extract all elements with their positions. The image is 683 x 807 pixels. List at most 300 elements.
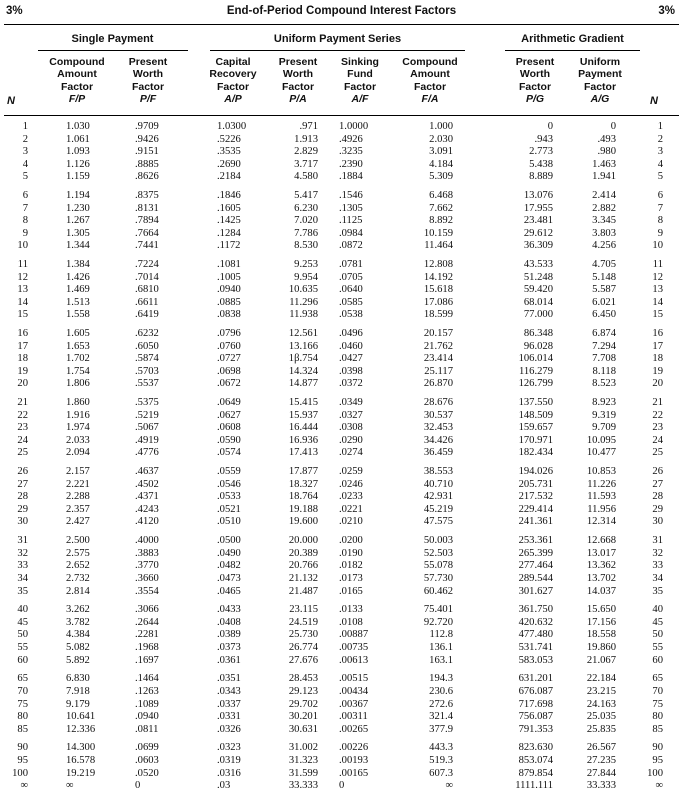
factor-cell-fa: 32.453 bbox=[423, 422, 453, 434]
factor-cell-pg: 531.741 bbox=[518, 642, 553, 653]
factor-cell-ap: .0326 bbox=[217, 723, 241, 735]
n-header-right: N bbox=[650, 95, 658, 107]
factor-cell-fa: 1.000 bbox=[429, 121, 453, 132]
factor-cell-fa: 45.219 bbox=[423, 503, 453, 515]
factor-cell-af: .0173 bbox=[339, 572, 363, 584]
factor-cell-ag: 9.709 bbox=[592, 422, 616, 434]
period-n-right: 90 bbox=[652, 742, 663, 754]
factor-cell-pf: .9426 bbox=[135, 133, 159, 145]
factor-cell-pg: 86.348 bbox=[523, 328, 553, 340]
factor-cell-ap: .0331 bbox=[217, 711, 241, 723]
period-n: 3 bbox=[22, 146, 28, 158]
period-n-right: 19 bbox=[652, 365, 663, 377]
column-header-pa-l2: Worth bbox=[282, 68, 314, 81]
factor-cell-af: .0327 bbox=[339, 409, 363, 421]
factor-cell-fp: 5.082 bbox=[66, 642, 90, 653]
factor-cell-pf: .0520 bbox=[135, 767, 159, 779]
factor-cell-ag: 25.035 bbox=[586, 711, 616, 723]
factor-cell-pg: 717.698 bbox=[518, 698, 553, 710]
factor-cell-fa: 12.808 bbox=[423, 259, 453, 271]
factor-cell-pf: .3660 bbox=[135, 572, 159, 584]
factor-cell-pg: 229.414 bbox=[518, 503, 553, 515]
factor-cell-af: .0372 bbox=[339, 378, 363, 390]
factor-cell-pf: .6232 bbox=[135, 328, 159, 340]
factor-cell-af: .00887 bbox=[339, 629, 369, 641]
factor-cell-ag: 8.923 bbox=[592, 397, 616, 409]
factor-cell-pg: 36.309 bbox=[523, 240, 553, 252]
factor-cell-pg: 51.248 bbox=[523, 271, 553, 283]
factor-cell-ag: 11.956 bbox=[587, 503, 616, 515]
column-header-ag-l1: Uniform bbox=[579, 56, 621, 68]
factor-cell-fa: 26.870 bbox=[423, 378, 453, 390]
factor-cell-fp: 1.384 bbox=[66, 259, 90, 271]
factor-cell-fp: 3.782 bbox=[66, 616, 90, 628]
factor-cell-pa: 19.188 bbox=[288, 503, 318, 515]
factor-cell-pa: 19.600 bbox=[288, 516, 318, 528]
factor-cell-fp: 1.344 bbox=[66, 240, 90, 252]
factor-cell-af: .00165 bbox=[339, 767, 369, 779]
factor-cell-pf: .6611 bbox=[135, 296, 159, 308]
period-n: 45 bbox=[17, 616, 28, 628]
factor-cell-ap: .2184 bbox=[217, 171, 241, 183]
factor-cell-af: .00367 bbox=[339, 698, 369, 710]
column-header-ag bbox=[562, 56, 638, 105]
column-header-af-sym: A/F bbox=[351, 92, 369, 105]
factor-cell-pa: 24.519 bbox=[288, 616, 318, 628]
factor-cell-af: .00226 bbox=[339, 742, 369, 754]
factor-cell-ag: 18.558 bbox=[586, 629, 616, 641]
period-n-right: 85 bbox=[652, 723, 663, 735]
period-n: 16 bbox=[17, 328, 28, 340]
factor-cell-ap: .0389 bbox=[217, 629, 241, 641]
factor-cell-pa: 10.635 bbox=[288, 284, 318, 296]
factor-cell-af: 0 bbox=[339, 780, 345, 792]
factor-cell-af: .1305 bbox=[339, 202, 363, 214]
period-n: 70 bbox=[17, 685, 28, 697]
factor-cell-pg: 126.799 bbox=[518, 378, 553, 390]
period-n: 90 bbox=[17, 742, 28, 754]
period-n-right: 1 bbox=[657, 121, 663, 132]
factor-cell-pg: 170.971 bbox=[518, 434, 553, 446]
factor-cell-pg: 8.889 bbox=[529, 171, 553, 183]
factor-cell-fa: 25.117 bbox=[424, 365, 453, 377]
factor-cell-ag: 11.593 bbox=[587, 491, 616, 503]
factor-cell-fa: 7.662 bbox=[429, 202, 453, 214]
factor-cell-af: .0133 bbox=[339, 604, 363, 616]
column-header-pa-sym: P/A bbox=[289, 92, 307, 105]
factor-cell-ap: .0408 bbox=[217, 616, 241, 628]
period-n-right: 25 bbox=[652, 447, 663, 459]
factor-cell-pa: 8.530 bbox=[294, 240, 318, 252]
period-n-right: ∞ bbox=[655, 780, 663, 792]
factor-cell-pg: 301.627 bbox=[518, 585, 553, 597]
factor-cell-ap: .1005 bbox=[217, 271, 241, 283]
factor-cell-pf: .3883 bbox=[135, 547, 159, 559]
factor-cell-ag: 6.450 bbox=[592, 309, 616, 321]
factor-cell-pf: 0 bbox=[135, 780, 141, 792]
factor-cell-af: .0398 bbox=[339, 365, 363, 377]
factor-cell-pf: .5537 bbox=[135, 378, 159, 390]
factor-cell-fp: 1.513 bbox=[66, 296, 90, 308]
factor-cell-ap: .0510 bbox=[217, 516, 241, 528]
factor-cell-fp: 1.605 bbox=[66, 328, 90, 340]
column-header-fa-l2: Amount bbox=[410, 68, 450, 81]
factor-cell-ag: 12.668 bbox=[586, 535, 616, 547]
factor-cell-af: .2390 bbox=[339, 158, 363, 170]
column-header-fp-sym: F/P bbox=[68, 92, 86, 105]
factor-cell-pf: .9151 bbox=[135, 146, 159, 158]
factor-cell-pf: .0940 bbox=[135, 711, 159, 723]
factor-cell-fp: 5.892 bbox=[66, 654, 90, 666]
factor-cell-fa: 607.3 bbox=[429, 767, 453, 779]
period-n-right: 33 bbox=[652, 560, 663, 572]
factor-cell-pf: .4637 bbox=[135, 466, 159, 478]
factor-cell-ap: .0940 bbox=[217, 284, 241, 296]
factor-cell-fp: 1.194 bbox=[66, 190, 90, 202]
factor-cell-ag: 1.941 bbox=[592, 171, 616, 183]
period-n: 29 bbox=[17, 503, 28, 515]
factor-cell-ap: .0373 bbox=[217, 642, 241, 653]
factor-cell-ag: 27.235 bbox=[586, 755, 616, 766]
factor-cell-pa: 1β.754 bbox=[288, 353, 318, 365]
period-n-right: 4 bbox=[657, 158, 663, 170]
period-n: 95 bbox=[17, 755, 28, 766]
factor-cell-pg: 277.464 bbox=[518, 560, 553, 572]
column-header-fp-l3: Factor bbox=[60, 80, 94, 93]
factor-cell-pa: 7.786 bbox=[294, 227, 318, 239]
factor-cell-ag: 2.414 bbox=[592, 190, 616, 202]
factor-cell-pf: .8626 bbox=[135, 171, 159, 183]
factor-cell-af: .0190 bbox=[339, 547, 363, 559]
factor-cell-pa: 31.323 bbox=[288, 755, 318, 766]
factor-cell-fp: 1.159 bbox=[66, 171, 90, 183]
factor-cell-ap: .0627 bbox=[217, 409, 241, 421]
factor-cell-fa: 92.720 bbox=[423, 616, 453, 628]
factor-cell-pf: .1263 bbox=[135, 685, 159, 697]
factor-cell-ap: .1425 bbox=[217, 215, 241, 227]
factor-cell-pf: .0699 bbox=[135, 742, 159, 754]
factor-cell-pg: 791.353 bbox=[518, 723, 553, 735]
column-header-pa-l1: Present bbox=[278, 56, 318, 68]
factor-cell-fa: 18.599 bbox=[423, 309, 453, 321]
factor-cell-ap: .1172 bbox=[217, 240, 241, 252]
factor-cell-ap: .0316 bbox=[217, 767, 241, 779]
factor-cell-fa: 30.537 bbox=[423, 409, 453, 421]
factor-cell-pa: 9.954 bbox=[294, 271, 318, 283]
factor-cell-ap: .0698 bbox=[217, 365, 241, 377]
factor-cell-fp: 2.575 bbox=[66, 547, 90, 559]
factor-cell-ag: 12.314 bbox=[586, 516, 616, 528]
period-n-right: 12 bbox=[652, 271, 663, 283]
factor-cell-fa: 321.4 bbox=[429, 711, 453, 723]
factor-cell-ap: .0885 bbox=[217, 296, 241, 308]
factor-cell-pg: 68.014 bbox=[523, 296, 553, 308]
period-n: 2 bbox=[22, 133, 28, 145]
factor-cell-ap: .1284 bbox=[217, 227, 241, 239]
factor-cell-fa: 38.553 bbox=[423, 466, 453, 478]
period-n: 8 bbox=[22, 215, 28, 227]
factor-cell-fp: 3.262 bbox=[66, 604, 90, 616]
column-header-pf-sym: P/F bbox=[139, 92, 157, 105]
factor-cell-fa: ∞ bbox=[445, 780, 453, 792]
factor-cell-pa: 14.877 bbox=[288, 378, 318, 390]
factor-cell-fp: 1.558 bbox=[66, 309, 90, 321]
period-n: 35 bbox=[17, 585, 28, 597]
factor-cell-pa: 15.937 bbox=[288, 409, 318, 421]
factor-cell-ap: .0838 bbox=[217, 309, 241, 321]
factor-cell-fp: 1.860 bbox=[66, 397, 90, 409]
factor-cell-af: .00265 bbox=[339, 723, 369, 735]
factor-cell-ag: 10.477 bbox=[586, 447, 616, 459]
factor-cell-ag: 8.118 bbox=[592, 365, 616, 377]
factor-cell-fp: 2.221 bbox=[66, 478, 90, 490]
factor-cell-pg: 43.533 bbox=[523, 259, 553, 271]
factor-cell-af: .0427 bbox=[339, 353, 363, 365]
factor-cell-fa: 112.8 bbox=[429, 629, 453, 641]
factor-cell-af: .0210 bbox=[339, 516, 363, 528]
period-n: 9 bbox=[22, 227, 28, 239]
period-n: 1 bbox=[22, 121, 28, 132]
factor-cell-pg: 0 bbox=[547, 121, 553, 132]
period-n-right: 11 bbox=[652, 259, 663, 271]
factor-cell-ag: 1.463 bbox=[592, 158, 616, 170]
factor-cell-ag: 22.184 bbox=[586, 673, 616, 685]
factor-cell-pg: 265.399 bbox=[518, 547, 553, 559]
column-header-fp bbox=[39, 56, 115, 105]
factor-cell-af: .0984 bbox=[339, 227, 363, 239]
column-header-pg-sym: P/G bbox=[525, 92, 545, 105]
factor-cell-fa: 34.426 bbox=[423, 434, 453, 446]
factor-cell-af: .0221 bbox=[339, 503, 363, 515]
column-header-pf-l2: Worth bbox=[132, 68, 164, 81]
period-n: 34 bbox=[17, 572, 28, 584]
factor-cell-pa: 30.631 bbox=[288, 723, 318, 735]
factor-cell-af: .0290 bbox=[339, 434, 363, 446]
factor-cell-fa: 50.003 bbox=[423, 535, 453, 547]
factor-cell-pa: 21.132 bbox=[288, 572, 318, 584]
factor-cell-pg: 361.750 bbox=[518, 604, 553, 616]
factor-cell-fp: 1.093 bbox=[66, 146, 90, 158]
period-n: 13 bbox=[17, 284, 28, 296]
period-n: 85 bbox=[17, 723, 28, 735]
factor-cell-fa: 23.414 bbox=[423, 353, 453, 365]
factor-cell-pa: 33.333 bbox=[288, 780, 318, 792]
factor-cell-pf: .7664 bbox=[135, 227, 159, 239]
period-n: 75 bbox=[17, 698, 28, 710]
factor-cell-pg: 823.630 bbox=[518, 742, 553, 754]
factor-cell-pf: .8131 bbox=[135, 202, 159, 214]
factor-cell-pg: 631.201 bbox=[518, 673, 553, 685]
factor-cell-pa: 12.561 bbox=[288, 328, 318, 340]
factor-cell-pa: 11.938 bbox=[289, 309, 318, 321]
factor-cell-fa: 136.1 bbox=[429, 642, 453, 653]
factor-cell-pa: 17.877 bbox=[288, 466, 318, 478]
period-n: 5 bbox=[22, 171, 28, 183]
column-header-ag-sym: A/G bbox=[590, 92, 610, 105]
factor-cell-pf: .4243 bbox=[135, 503, 159, 515]
header-rule bbox=[4, 115, 679, 116]
factor-cell-pf: .8885 bbox=[135, 158, 159, 170]
period-n-right: 60 bbox=[652, 654, 663, 666]
period-n: 20 bbox=[17, 378, 28, 390]
period-n-right: 32 bbox=[652, 547, 663, 559]
period-n: 17 bbox=[17, 340, 28, 352]
column-header-af-l1: Sinking bbox=[341, 56, 379, 68]
period-n: 27 bbox=[17, 478, 28, 490]
period-n-right: 35 bbox=[652, 585, 663, 597]
factor-cell-ap: .3535 bbox=[217, 146, 241, 158]
factor-cell-pg: 59.420 bbox=[523, 284, 553, 296]
factor-cell-pg: 106.014 bbox=[518, 353, 553, 365]
factor-cell-pg: 879.854 bbox=[518, 767, 553, 779]
period-n-right: 16 bbox=[652, 328, 663, 340]
factor-cell-pa: 7.020 bbox=[294, 215, 318, 227]
period-n: 55 bbox=[17, 642, 28, 653]
period-n-right: 28 bbox=[652, 491, 663, 503]
factor-cell-fp: 16.578 bbox=[66, 755, 96, 766]
factor-cell-ag: 25.835 bbox=[586, 723, 616, 735]
factor-cell-ag: 3.803 bbox=[592, 227, 616, 239]
factor-cell-pg: 77.000 bbox=[523, 309, 553, 321]
period-n-right: 50 bbox=[652, 629, 663, 641]
factor-cell-ag: 2.882 bbox=[592, 202, 616, 214]
factor-cell-ap: .0433 bbox=[217, 604, 241, 616]
factor-cell-fp: 2.157 bbox=[66, 466, 90, 478]
factor-cell-pa: 17.413 bbox=[288, 447, 318, 459]
top-rule bbox=[4, 24, 679, 25]
factor-cell-af: .4926 bbox=[339, 133, 363, 145]
period-n: 24 bbox=[17, 434, 28, 446]
period-n-right: 8 bbox=[657, 215, 663, 227]
period-n-right: 21 bbox=[652, 397, 663, 409]
factor-cell-fp: 1.754 bbox=[66, 365, 90, 377]
factor-cell-fp: 2.814 bbox=[66, 585, 90, 597]
factor-cell-ag: 11.226 bbox=[587, 478, 616, 490]
factor-cell-pf: .9709 bbox=[135, 121, 159, 132]
period-n: 4 bbox=[22, 158, 28, 170]
factor-cell-ag: 5.148 bbox=[592, 271, 616, 283]
factor-cell-pf: .6050 bbox=[135, 340, 159, 352]
factor-cell-ap: .0672 bbox=[217, 378, 241, 390]
period-n-right: 30 bbox=[652, 516, 663, 528]
factor-cell-ag: 6.021 bbox=[592, 296, 616, 308]
factor-cell-ag: 4.256 bbox=[592, 240, 616, 252]
factor-cell-ap: .0490 bbox=[217, 547, 241, 559]
factor-cell-fa: 17.086 bbox=[423, 296, 453, 308]
period-n-right: 5 bbox=[657, 171, 663, 183]
factor-cell-pg: 583.053 bbox=[518, 654, 553, 666]
factor-cell-pg: 137.550 bbox=[518, 397, 553, 409]
period-n-right: 100 bbox=[647, 767, 663, 779]
factor-cell-af: .0165 bbox=[339, 585, 363, 597]
column-header-fa bbox=[392, 56, 468, 105]
column-header-ap-sym: A/P bbox=[224, 92, 242, 105]
period-n: 65 bbox=[17, 673, 28, 685]
factor-cell-pa: 16.444 bbox=[288, 422, 318, 434]
period-n: 19 bbox=[17, 365, 28, 377]
factor-cell-pg: 241.361 bbox=[518, 516, 553, 528]
factor-cell-fp: 1.030 bbox=[66, 121, 90, 132]
factor-cell-fa: 52.503 bbox=[423, 547, 453, 559]
factor-cell-fa: 36.459 bbox=[423, 447, 453, 459]
factor-cell-ap: .5226 bbox=[217, 133, 241, 145]
column-header-pg-l2: Worth bbox=[519, 68, 551, 81]
column-header-pf-l1: Present bbox=[128, 56, 168, 68]
factor-cell-pa: 28.453 bbox=[288, 673, 318, 685]
factor-cell-fa: 6.468 bbox=[429, 190, 453, 202]
factor-cell-af: .0233 bbox=[339, 491, 363, 503]
period-n: 32 bbox=[17, 547, 28, 559]
factor-cell-fp: 14.300 bbox=[66, 742, 96, 754]
factor-cell-fp: 1.469 bbox=[66, 284, 90, 296]
factor-cell-pa: 31.599 bbox=[288, 767, 318, 779]
factor-cell-af: .0585 bbox=[339, 296, 363, 308]
factor-cell-pf: .7014 bbox=[135, 271, 159, 283]
group-uniform-underline bbox=[210, 50, 465, 51]
factor-cell-pg: 676.087 bbox=[518, 685, 553, 697]
period-n: ∞ bbox=[20, 780, 28, 792]
factor-cell-fa: 55.078 bbox=[423, 560, 453, 572]
period-n: 6 bbox=[22, 190, 28, 202]
factor-cell-pa: 18.327 bbox=[288, 478, 318, 490]
factor-cell-fa: 47.575 bbox=[423, 516, 453, 528]
factor-cell-ag: 15.650 bbox=[586, 604, 616, 616]
factor-cell-ap: .1605 bbox=[217, 202, 241, 214]
factor-cell-ag: .980 bbox=[597, 146, 616, 158]
period-n-right: 14 bbox=[652, 296, 663, 308]
factor-cell-af: .0640 bbox=[339, 284, 363, 296]
period-n: 21 bbox=[17, 397, 28, 409]
column-header-af-l2: Fund bbox=[347, 68, 373, 81]
factor-cell-pa: 14.324 bbox=[288, 365, 318, 377]
factor-cell-ap: .0590 bbox=[217, 434, 241, 446]
factor-cell-fp: 2.094 bbox=[66, 447, 90, 459]
factor-cell-fp: 4.384 bbox=[66, 629, 90, 641]
factor-cell-ap: .0608 bbox=[217, 422, 241, 434]
factor-cell-pa: 21.487 bbox=[288, 585, 318, 597]
factor-cell-pf: .5219 bbox=[135, 409, 159, 421]
factor-cell-fp: 19.219 bbox=[66, 767, 96, 779]
column-header-fa-l3: Factor bbox=[413, 80, 447, 93]
factor-cell-ag: 0 bbox=[610, 121, 616, 132]
factor-cell-pf: .1968 bbox=[135, 642, 159, 653]
group-gradient-underline bbox=[505, 50, 640, 51]
factor-cell-ag: 7.708 bbox=[592, 353, 616, 365]
factor-cell-ag: 6.874 bbox=[592, 328, 616, 340]
factor-cell-pa: 11.296 bbox=[289, 296, 318, 308]
period-n: 40 bbox=[17, 604, 28, 616]
group-single-underline bbox=[38, 50, 188, 51]
factor-cell-ap: .0351 bbox=[217, 673, 241, 685]
period-n-right: 55 bbox=[652, 642, 663, 653]
factor-cell-pg: 205.731 bbox=[518, 478, 553, 490]
factor-cell-pf: .6810 bbox=[135, 284, 159, 296]
factor-cell-pa: 6.230 bbox=[294, 202, 318, 214]
factor-cell-pf: .4371 bbox=[135, 491, 159, 503]
factor-cell-pf: .5067 bbox=[135, 422, 159, 434]
factor-cell-pg: 182.434 bbox=[518, 447, 553, 459]
factor-cell-ap: .0760 bbox=[217, 340, 241, 352]
factor-cell-fp: 12.336 bbox=[66, 723, 96, 735]
factor-cell-pa: .971 bbox=[299, 121, 318, 132]
column-header-fa-l1: Compound bbox=[402, 56, 458, 68]
factor-cell-pg: 756.087 bbox=[518, 711, 553, 723]
factor-cell-fa: 28.676 bbox=[423, 397, 453, 409]
factor-cell-af: .0872 bbox=[339, 240, 363, 252]
factor-cell-pf: .3554 bbox=[135, 585, 159, 597]
page-title: End-of-Period Compound Interest Factors bbox=[226, 5, 457, 17]
factor-cell-fp: 1.916 bbox=[66, 409, 90, 421]
